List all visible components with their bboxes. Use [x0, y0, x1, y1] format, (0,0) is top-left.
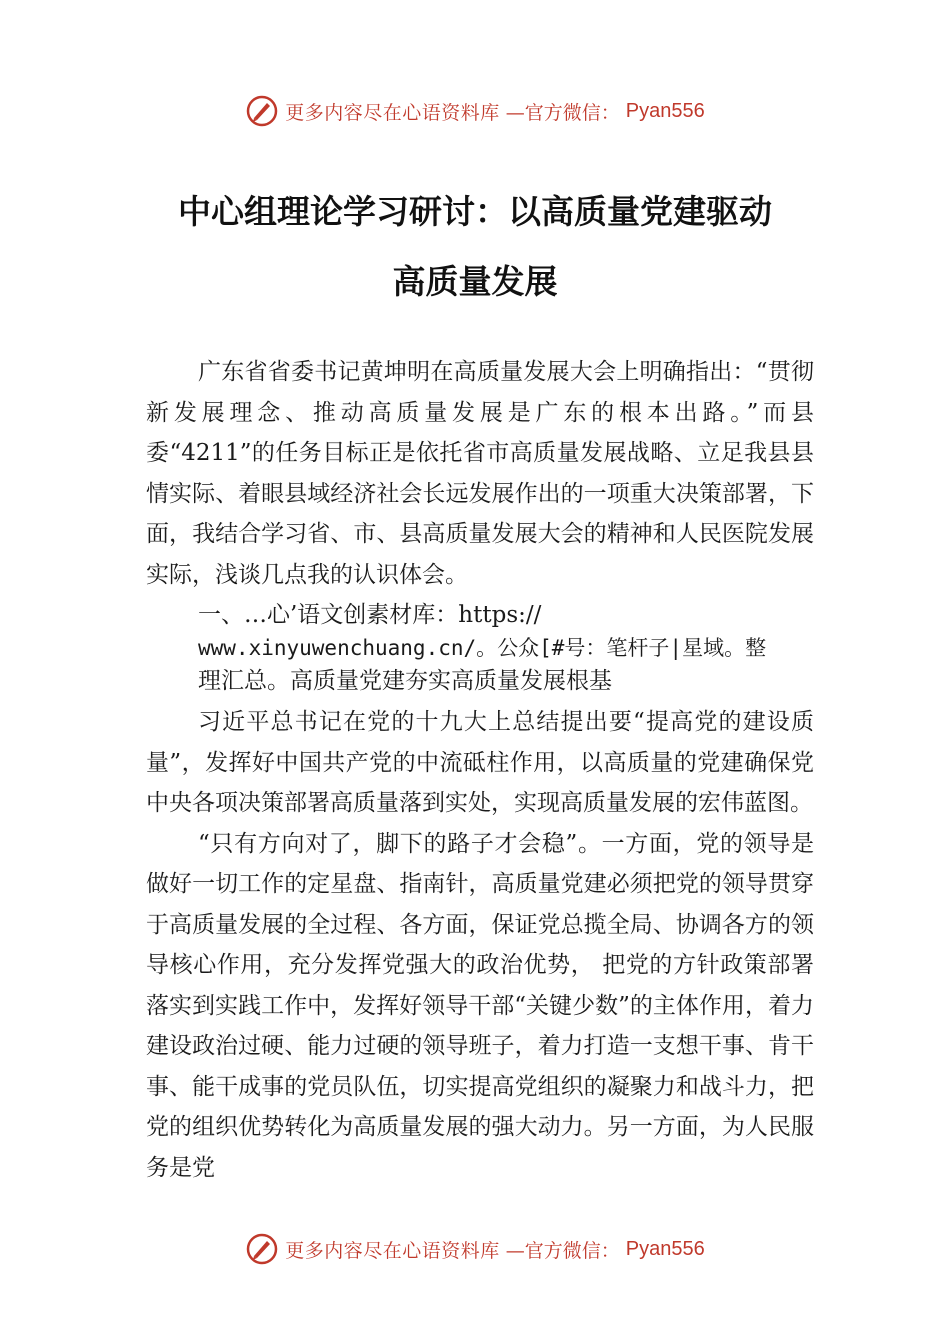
watermark-separator: —官方微信： — [505, 101, 620, 124]
section-heading-source: www.xinyuwenchuang.cn/。公众[#号：笔杆子|星域。整 — [198, 636, 767, 660]
paragraph-intro: 广东省省委书记黄坤明在高质量发展大会上明确指出：“贯彻新发展理念、推动高质量发展是广东的根本出路。”而县委“4211”的任务目标正是依托省市高质量发展战略、立足我县县情实际、着眼县域经济社会长远发展作出的一项重大决策部署，下面，我结合学习省、市、县高质量发展大会的精神和人民医院发展实际，浅谈几点我的认识体会。 — [146, 359, 814, 588]
watermark-header — [0, 94, 950, 128]
section-heading-text: 理汇总。高质量党建夯实高质量发展根基 — [198, 668, 612, 694]
watermark-brand: 更多内容尽在心语资料库 — [285, 101, 500, 124]
watermark-handle: Pyan556 — [625, 1237, 705, 1260]
watermark-footer — [0, 1232, 950, 1266]
document-title-line2: 高质量发展 — [392, 262, 558, 301]
section-heading-prefix: 一、…心’语文创素材库：https:// — [198, 602, 542, 628]
section-heading — [198, 595, 814, 702]
paragraph-second: 习近平总书记在党的十九大上总结提出要“提高党的建设质量”，发挥好中国共产党的中流砥柱作用，以高质量的党建确保党中央各项决策部署高质量落到实处，实现高质量发展的宏伟蓝图。 — [146, 709, 814, 816]
watermark-handle: Pyan556 — [625, 99, 705, 122]
document-title-line1: 中心组理论学习研讨：以高质量党建驱动 — [178, 192, 772, 231]
watermark-logo-icon — [245, 1232, 279, 1266]
watermark-logo-icon — [245, 94, 279, 128]
watermark-separator: —官方微信： — [505, 1239, 620, 1262]
watermark-brand: 更多内容尽在心语资料库 — [285, 1239, 500, 1262]
paragraph-third: “只有方向对了，脚下的路子才会稳”。一方面，党的领导是做好一切工作的定星盘、指南针，高质量党建必须把党的领导贯穿于高质量发展的全过程、各方面，保证党总揽全局、协调各方的领导核心作用，充分发挥党强大的政治优势， 把党的方针政策部署落实到实践工作中，发挥好领导干部“关键少数”的主体作用，着力建设政治过硬、能力过硬的领导班子，着力打造一支想干事、肯干事、能干成事的党员队伍，切实提高党组织的凝聚力和战斗力，把党的组织优势转化为高质量发展的强大动力。另一方面，为人民服务是党 — [146, 830, 814, 1181]
document-body — [146, 352, 814, 1188]
